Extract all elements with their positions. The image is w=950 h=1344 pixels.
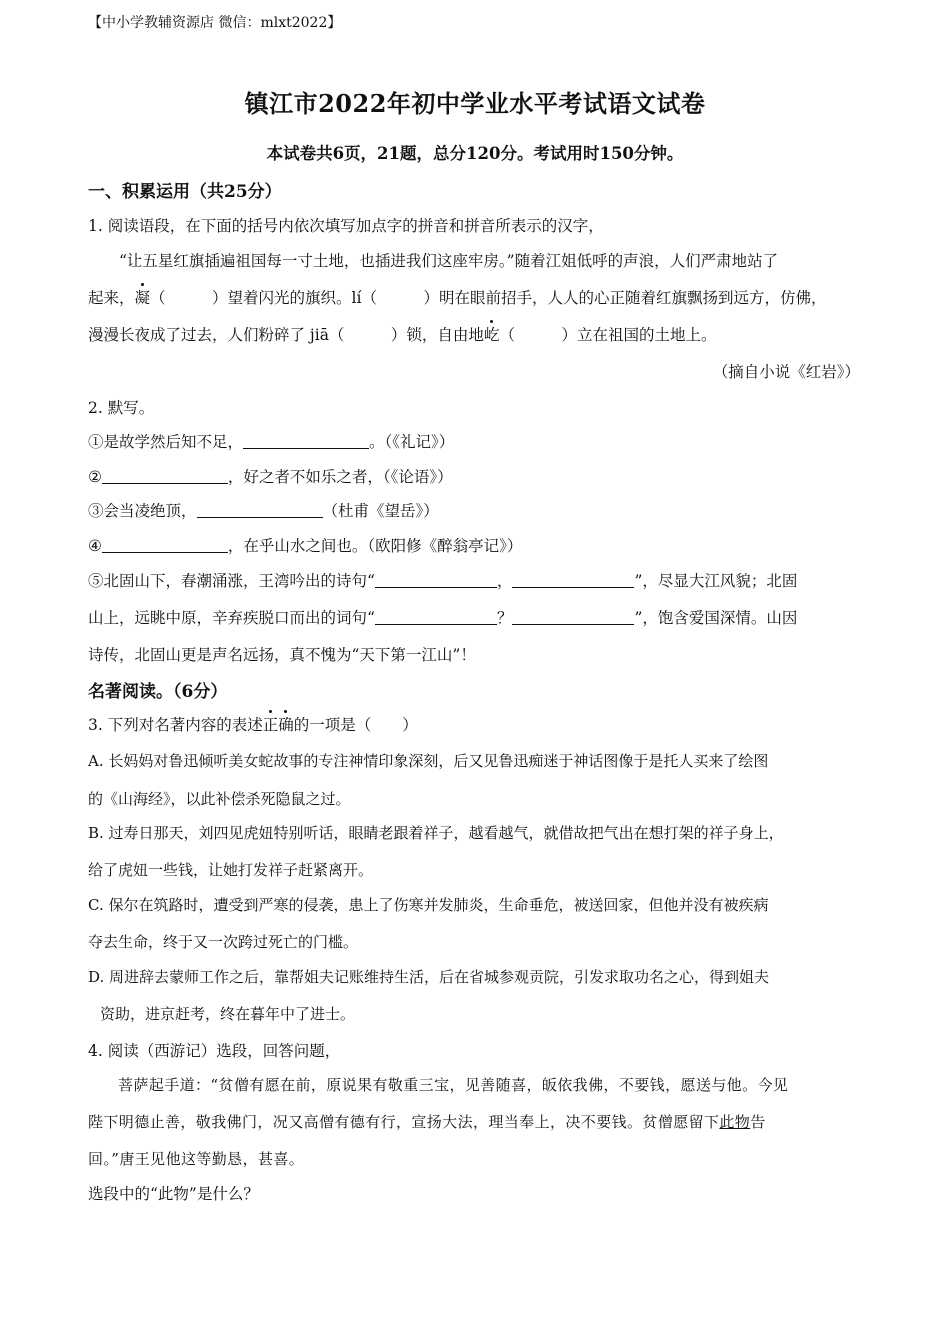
- option-a[interactable]: A. 长妈妈对鲁迅倾听美女蛇故事的专注神情印象深刻，后又见鲁迅痴迷于神话图像于是托人买来了绘图: [88, 752, 769, 770]
- prompt-text: 的一项是（ ）: [293, 716, 418, 734]
- passage-text: 告: [750, 1113, 766, 1131]
- dictation-item-5: [88, 569, 860, 591]
- answer-blank[interactable]: [102, 468, 228, 485]
- passage-text: 陛下明德止善，敬我佛门，况又高僧有德有行，宣扬大法，理当奉上，决不要钱。贫僧愿留下: [88, 1113, 720, 1131]
- passage-text: 漫漫长夜成了过去，人们粉碎了 jiā（ ）锁，自由地: [88, 326, 484, 344]
- question-4-passage-line: [88, 1111, 860, 1132]
- answer-blank[interactable]: [375, 572, 497, 589]
- question-1-source: （摘自小说《红岩》）: [712, 363, 860, 381]
- question-1-passage-line: [88, 323, 860, 345]
- answer-blank[interactable]: [197, 502, 323, 519]
- item-text: 山上，远眺中原，辛弃疾脱口而出的词句“: [88, 609, 375, 627]
- item-text: ⑤北固山下，春潮涌涨，王湾吟出的诗句“: [88, 572, 375, 590]
- page-subtitle: 本试卷共6页，21题，总分120分。考试用时150分钟。: [266, 144, 684, 163]
- dictation-item-4: [88, 534, 860, 556]
- page-title: 镇江市2022年初中学业水平考试语文试卷: [244, 89, 706, 118]
- item-text: ③会当凌绝顶，: [88, 502, 197, 520]
- dictation-item-3: [88, 499, 860, 521]
- option-d[interactable]: D. 周进辞去蒙师工作之后，靠帮姐夫记账维持生活，后在省城参观贡院，引发求取功名之心，得到姐夫: [88, 968, 770, 986]
- answer-blank[interactable]: [243, 433, 369, 450]
- question-4-question: 选段中的“此物”是什么？: [88, 1185, 259, 1203]
- answer-blank[interactable]: [375, 609, 497, 626]
- item-text: ，好之者不如乐之者，（《论语》）: [227, 468, 453, 486]
- dotted-char: 正: [263, 713, 279, 735]
- answer-blank[interactable]: [512, 609, 634, 626]
- section-heading-1: 一、积累运用（共25分）: [88, 182, 282, 202]
- question-2-prompt: 2. 默写。: [88, 399, 155, 417]
- dotted-char: 确: [278, 713, 294, 735]
- option-b[interactable]: B. 过寿日那天，刘四见虎妞特别听话，眼睛老跟着祥子，越看越气，就借故把气出在想打架的祥子身上，: [88, 824, 784, 842]
- answer-blank[interactable]: [102, 537, 228, 554]
- answer-blank[interactable]: [512, 572, 634, 589]
- dotted-char: 凝: [135, 286, 151, 308]
- question-1-passage-line: [88, 286, 860, 308]
- option-c-cont: 夺去生命，终于又一次跨过死亡的门槛。: [88, 933, 359, 951]
- question-4-passage-line: 菩萨起手道：“贫僧有愿在前，原说果有敬重三宝，见善随喜，皈依我佛，不要钱，愿送与他。今见: [118, 1076, 789, 1094]
- section-heading-2: 名著阅读。（6分）: [88, 682, 228, 702]
- dictation-item-5-cont: [88, 606, 860, 628]
- option-d-cont: 资助，进京赶考，终在暮年中了进士。: [100, 1005, 356, 1023]
- passage-text: 起来，: [88, 289, 135, 307]
- option-c[interactable]: C. 保尔在筑路时，遭受到严寒的侵袭，患上了伤寒并发肺炎，生命垂危，被送回家，但他并没有被疾病: [88, 896, 769, 914]
- item-text: ④: [88, 537, 102, 555]
- watermark: 【中小学教辅资源店 微信：mlxt2022】: [88, 15, 342, 31]
- option-a-cont: 的《山海经》，以此补偿杀死隐鼠之过。: [88, 790, 351, 808]
- dotted-char: 屹: [484, 323, 500, 345]
- item-text: 。（《礼记》）: [369, 433, 455, 451]
- item-text: ①是故学然后知不足，: [88, 433, 244, 451]
- item-text: （杜甫《望岳》）: [322, 502, 439, 520]
- item-text: ”，尽显大江风貌；北固: [634, 572, 798, 590]
- dictation-item-1: [88, 430, 860, 452]
- question-4-passage-line: 回。”唐王见他这等勤恳，甚喜。: [88, 1150, 305, 1168]
- passage-text: （ ）望着闪光的旗织。lí（ ）明在眼前招手，人人的心正随着红旗飘扬到远方，仿佛，: [150, 289, 827, 307]
- question-4-prompt: 4. 阅读（西游记）选段，回答问题，: [88, 1042, 341, 1060]
- item-text: ，在乎山水之间也。（欧阳修《醉翁亭记》）: [227, 537, 523, 555]
- dictation-item-5-cont: 诗传，北固山更是声名远扬，真不愧为“天下第一江山”！: [88, 646, 476, 664]
- underlined-term: 此物: [719, 1113, 751, 1131]
- item-text: ②: [88, 468, 102, 486]
- question-1-prompt: 1. 阅读语段，在下面的括号内依次填写加点字的拼音和拼音所表示的汉字，: [88, 217, 604, 235]
- passage-text: （ ）立在祖国的土地上。: [499, 326, 717, 344]
- question-1-passage-line: “让五星红旗插遍祖国每一寸土地，也插进我们这座牢房。”随着江姐低呼的声浪，人们严肃地站了: [119, 252, 779, 270]
- item-text: ？: [496, 609, 513, 627]
- option-b-cont: 给了虎妞一些钱，让她打发祥子赶紧离开。: [88, 861, 374, 879]
- item-text: ”，饱含爱国深情。山因: [634, 609, 798, 627]
- item-text: ，: [496, 572, 513, 590]
- dictation-item-2: [88, 465, 860, 487]
- prompt-text: 3. 下列对名著内容的表述: [88, 716, 263, 734]
- question-3-prompt: [88, 713, 860, 735]
